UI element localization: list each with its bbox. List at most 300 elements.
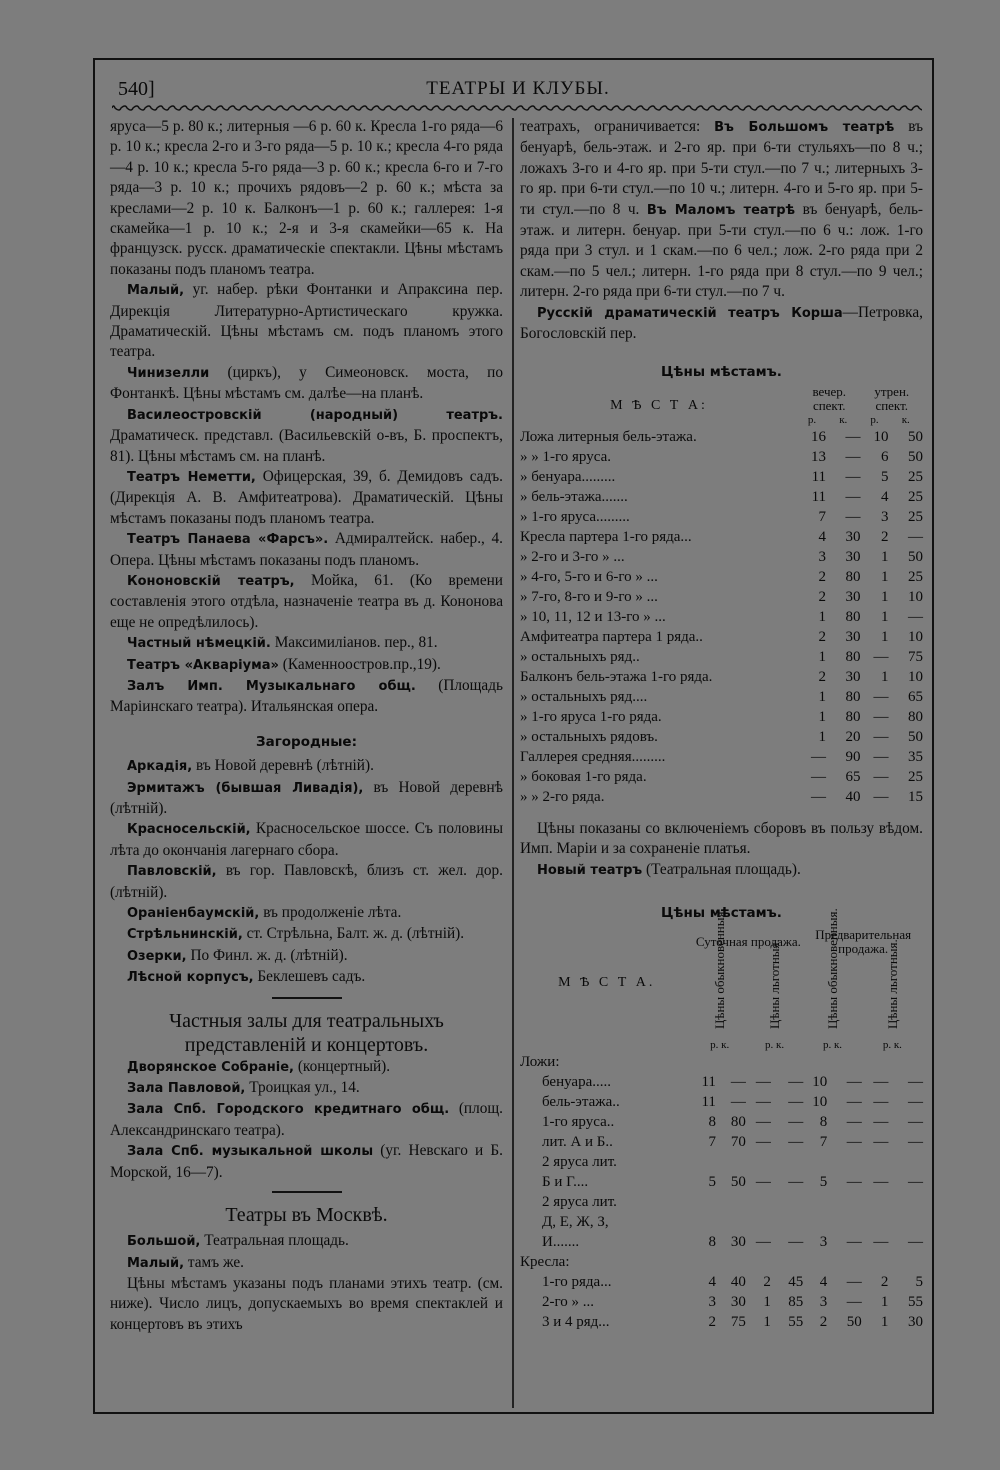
- theatre-entry: [110, 676, 503, 718]
- price-row: [520, 747, 923, 767]
- price-row: [520, 1192, 923, 1212]
- entry-text: Максимиліанов. пер., 81.: [274, 634, 438, 652]
- entry-name: Кононовскій театръ,: [127, 573, 295, 589]
- suburban-heading: Загородные:: [256, 733, 357, 750]
- price-cell: 1: [881, 668, 889, 685]
- price-cell: 50: [730, 1173, 746, 1190]
- price-cell: —: [846, 1293, 862, 1310]
- price-cell: [693, 1192, 715, 1212]
- price-cell: —: [908, 1113, 923, 1130]
- price-cell: [716, 1212, 746, 1232]
- price-cell: —: [788, 1133, 804, 1150]
- price-cell: 8: [708, 1113, 716, 1130]
- suburban-entry: [110, 756, 503, 777]
- price-cell: [746, 1152, 771, 1172]
- price-cell: 40: [730, 1273, 746, 1290]
- petersburg-theatres: [110, 280, 503, 718]
- price-cell: 11: [811, 468, 827, 485]
- entry-text: тамъ же.: [187, 1253, 244, 1271]
- price-cell: [827, 1152, 862, 1172]
- price-cell: 2: [818, 668, 827, 685]
- column-divider: [512, 118, 514, 1408]
- price-row: [520, 767, 923, 787]
- price-cell: 1: [818, 708, 827, 725]
- price-cell: 1: [763, 1313, 771, 1330]
- price-cell: 30: [845, 528, 861, 545]
- price-row: [520, 1292, 923, 1312]
- price-cell: 1: [881, 628, 889, 645]
- price-cell: 4: [818, 528, 827, 545]
- price-cell: 30: [845, 628, 861, 645]
- price-cell: [771, 1152, 803, 1172]
- price-cell: —: [846, 1093, 862, 1110]
- price-row: [520, 727, 923, 747]
- korsh-entry: Русскій драматическій театръ Корша—Петровка, Богословскій пер.: [520, 303, 923, 343]
- price-cell: —: [873, 1133, 889, 1150]
- moscow-heading: Театры въ Москвѣ.: [225, 1204, 388, 1227]
- entry-name: Дворянское Собраніе,: [127, 1059, 294, 1075]
- price-cell: —: [908, 608, 923, 625]
- price-cell: —: [788, 1093, 804, 1110]
- entry-name: Малый,: [127, 283, 185, 299]
- price-cell: —: [730, 1073, 746, 1090]
- price-cell: 50: [846, 1313, 862, 1330]
- entry-name: Василеостровскій (народный) театръ.: [127, 407, 503, 423]
- place-name: » 1-го яруса.........: [520, 508, 630, 525]
- price-cell: —: [730, 1093, 746, 1110]
- theatre-entry: [110, 655, 503, 676]
- price-cell: —: [908, 528, 923, 545]
- section-rule: [272, 1191, 342, 1193]
- suburban-entry: [110, 903, 503, 924]
- price-cell: 5: [915, 1273, 923, 1290]
- price-cell: 25: [908, 768, 923, 785]
- price-cell: 7: [819, 1133, 828, 1150]
- price-cell: 80: [845, 608, 861, 625]
- price-cell: 4: [819, 1273, 828, 1290]
- place-name: » » 1-го яруса.: [520, 448, 611, 465]
- price-row: [520, 507, 923, 527]
- entry-text: (площ. Александринскаго театра).: [110, 1100, 503, 1139]
- left-column: [110, 117, 503, 1335]
- price-cell: 50: [908, 728, 923, 745]
- price-cell: 10: [812, 1073, 828, 1090]
- price-row: [520, 1232, 923, 1252]
- place-name: Галлерея средняя.........: [520, 748, 666, 765]
- theatre-entry: [110, 405, 503, 467]
- price-cell: 70: [730, 1133, 746, 1150]
- place-name: 1-го яруса..: [542, 1113, 615, 1130]
- stalls-label: Кресла:: [520, 1253, 570, 1270]
- price-cell: 2: [763, 1273, 771, 1290]
- entry-name: Аркадія,: [127, 759, 193, 775]
- places-label: М Ѣ С Т А:: [610, 397, 708, 413]
- moscow-entry: [110, 1253, 503, 1274]
- place-name: » 10, 11, 12 и 13-го » ...: [520, 608, 666, 625]
- price-cell: 25: [908, 488, 923, 505]
- price-cell: —: [845, 488, 861, 505]
- price-cell: [862, 1152, 889, 1172]
- place-name: » остальныхъ ряд..: [520, 648, 640, 665]
- price-cell: —: [873, 1233, 889, 1250]
- suburban-entry: [110, 967, 503, 988]
- theatre-entry: [110, 467, 503, 529]
- place-name: Балконъ бель-этажа 1-го ряда.: [520, 668, 713, 685]
- price-cell: 1: [763, 1293, 771, 1310]
- place-name: » боковая 1-го ряда.: [520, 768, 647, 785]
- price-cell: —: [811, 748, 827, 765]
- price-cell: —: [846, 1133, 862, 1150]
- price-cell: —: [873, 788, 889, 805]
- price-cell: 2: [819, 1313, 828, 1330]
- entry-text: Беклешевъ садъ.: [257, 968, 366, 986]
- theatre-entry: [110, 280, 503, 363]
- price-cell: [771, 1212, 803, 1232]
- entry-name: Театръ «Акваріума»: [127, 657, 279, 673]
- price-row: [520, 487, 923, 507]
- place-name: » остальныхъ рядовъ.: [520, 728, 658, 745]
- prices-note: Цѣны показаны со включеніемъ сборовъ въ пользу вѣдом. Имп. Маріи и за сохраненіе платья.: [520, 819, 923, 858]
- price-cell: 30: [845, 548, 861, 565]
- price-cell: 2: [880, 1273, 889, 1290]
- suburban-theatres: [110, 756, 503, 988]
- price-cell: 50: [908, 428, 923, 445]
- bolshoi-name: Въ Большомъ театрѣ: [714, 120, 895, 135]
- entry-text: Драматическ. представл. (Васильевскій о-въ, Б. проспектъ, 81). Цѣны мѣстамъ см. на планѣ.: [110, 427, 503, 465]
- price-row: [520, 1212, 923, 1232]
- price-row: [520, 1072, 923, 1092]
- price-cell: 11: [701, 1093, 716, 1110]
- price-row: [520, 1312, 923, 1332]
- boxes-label: Ложи:: [520, 1053, 560, 1070]
- price-cell: —: [755, 1173, 771, 1190]
- price-row: [520, 1272, 923, 1292]
- price-cell: 80: [845, 648, 861, 665]
- price-cell: —: [846, 1173, 862, 1190]
- place-name: » 7-го, 8-го и 9-го » ...: [520, 588, 658, 605]
- place-name: » 4-го, 5-го и 6-го » ...: [520, 568, 658, 585]
- place-name: » » 2-го ряда.: [520, 788, 605, 805]
- concert-halls: [110, 1057, 503, 1183]
- price-row: [520, 1132, 923, 1152]
- price-row: [520, 587, 923, 607]
- price-row: [520, 427, 923, 447]
- wavy-rule: [112, 103, 922, 113]
- theatre-entry: [110, 633, 503, 654]
- price-cell: [888, 1192, 923, 1212]
- suburban-entry: [110, 778, 503, 820]
- price-cell: 2: [818, 588, 827, 605]
- price-cell: [746, 1192, 771, 1212]
- price-cell: [746, 1212, 771, 1232]
- price-cell: 1: [818, 648, 827, 665]
- price-cell: [693, 1212, 715, 1232]
- price-cell: —: [873, 768, 889, 785]
- place-name: бенуара.....: [542, 1073, 611, 1090]
- capacity-text: театрахъ, ограничивается: Въ Большомъ театрѣ въ бенуарѣ, бель-этаж. и 2-го яр. при 6-ти стульяхъ—по 8 ч.; ложахъ 3-го и 4-го яр. при 5-ти стул.—по 7 ч.; литерныхъ 3-го яр. при 6-ти стул.—по 10 ч.; литерн. 4-го и 5-го яр. при 5-ти стул.—по 8 ч. Въ Маломъ театрѣ въ бенуарѣ, бель-этаж. и литерн. бенуар. при 5-ти стул.—по 6 ч.: лож. 1-го ряда при 3 стул. и 1 скам.—по 6 чел.; лож. 2-го ряда при 2 скам.—по 5 чел.; литерн. 1-го ряда при 8 стул.—по 9 чел.; литерн. 2-го ряда при 6-ти стул.—по 7 ч.: [520, 118, 924, 301]
- price-row: [520, 1112, 923, 1132]
- price-cell: —: [908, 1133, 923, 1150]
- entry-text: (циркъ), у Симеоновск. моста, по Фонтанкѣ. Цѣны мѣстамъ см. далѣе—на планѣ.: [110, 363, 503, 403]
- price-cell: 25: [908, 468, 923, 485]
- price-cell: 50: [908, 548, 923, 565]
- place-name: 2 яруса лит.: [542, 1193, 617, 1210]
- place-name: бель-этажа..: [542, 1093, 620, 1110]
- entry-name: Озерки,: [127, 948, 187, 964]
- price-row: [520, 447, 923, 467]
- place-name: лит. А и Б..: [542, 1133, 613, 1150]
- theatre-entry: [110, 363, 503, 405]
- entry-name: Зала Павловой,: [127, 1081, 246, 1097]
- price-cell: —: [846, 1273, 862, 1290]
- prices-heading-1: Цѣны мѣстамъ.: [661, 364, 782, 381]
- entry-name: Частный нѣмецкій.: [127, 636, 271, 652]
- price-cell: 4: [881, 488, 889, 505]
- entry-text: уг. набер. рѣки Фонтанки и Апраксина пер. Дирекція Литературно-Артистическаго кружка. Драматическій. Цѣны мѣстамъ см. подъ планомъ этого театра.: [110, 281, 503, 361]
- price-cell: 55: [908, 1293, 923, 1310]
- price-cell: —: [755, 1093, 771, 1110]
- price-cell: 1: [881, 548, 889, 565]
- entry-name: Театръ Панаева «Фарсъ».: [127, 532, 329, 548]
- moscow-theatres: [110, 1231, 503, 1274]
- price-cell: 7: [708, 1133, 716, 1150]
- price-cell: —: [845, 428, 861, 445]
- price-cell: 30: [730, 1293, 746, 1310]
- price-cell: —: [755, 1133, 771, 1150]
- entry-text: Офицерская, 39, б. Демидовъ садъ. (Дирекція А. В. Амфитеатрова). Драматическій. Цѣны мѣстамъ показаны подъ планомъ театра.: [110, 467, 503, 527]
- price-cell: —: [873, 748, 889, 765]
- price-cell: —: [788, 1173, 804, 1190]
- hall-entry: [110, 1078, 503, 1099]
- price-cell: 10: [873, 428, 889, 445]
- price-cell: 80: [845, 708, 861, 725]
- entry-text: ст. Стрѣльна, Балт. ж. д. (лѣтній).: [246, 925, 465, 943]
- places-label-2: М Ѣ С Т А.: [558, 974, 656, 990]
- price-cell: 5: [819, 1173, 828, 1190]
- price-cell: 1: [818, 608, 827, 625]
- entry-text: Красносельское шоссе. Съ половины лѣта до окончанія лагернаго сбора.: [110, 820, 503, 859]
- place-name: 2 яруса лит.: [542, 1153, 617, 1170]
- price-row: [520, 467, 923, 487]
- suburban-entry: [110, 819, 503, 861]
- price-cell: 13: [811, 448, 827, 465]
- price-row: [520, 607, 923, 627]
- page-number: 540]: [118, 78, 155, 100]
- entry-name: Стрѣльнинскій,: [127, 927, 243, 943]
- hall-entry: [110, 1141, 503, 1183]
- halls-heading: Частныя залы для театральныхъ представленій и концертовъ.: [169, 1009, 444, 1056]
- price-cell: 30: [845, 588, 861, 605]
- entry-name: Павловскій,: [127, 864, 217, 880]
- price-cell: 8: [708, 1233, 716, 1250]
- price-cell: —: [788, 1233, 804, 1250]
- price-cell: [862, 1212, 889, 1232]
- price-cell: 80: [845, 688, 861, 705]
- price-cell: 65: [845, 768, 861, 785]
- price-cell: 55: [788, 1313, 804, 1330]
- price-cell: 15: [908, 788, 923, 805]
- prices-table-1: М Ѣ С Т А: вечер. спект. утрен. спект. р. к. р. к. Ложа литерныя бель-этажа. 16 — 10 50 » » 1-го яруса. 13 — 6 50 » бенуара......... 11 — 5 25 » бель-этажа....... 11 — 4 25 » 1-го яруса......... 7 — 3 25 Кресла партера 1-го ряда... 4 30 2 — » 2-го и 3-го » ... 3 30 1 50 » 4-го, 5-го и 6-го » ... 2 80 1 25 » 7-го, 8-го и 9-го » ... 2 30 1 10 » 10, 11, 12 и 13-го » ... 1 80 1 — Амфитеатра партера 1 ряда.. 2 30 1 10 » остальныхъ ряд.. 1 80 — 75 Балконъ бель-этажа 1-го ряда. 2 30 1 10 » остальныхъ ряд.... 1 80 — 65 » 1-го яруса 1-го ряда. 1 80 — 80 » остальныхъ рядовъ. 1 20 — 50 Галлерея средняя......... — 90 — 35 » боковая 1-го ряда. — 65 — 25 » » 2-го ряда. — 40 — 15: [520, 383, 923, 805]
- place-name: » остальныхъ ряд....: [520, 688, 648, 705]
- entry-name: Залъ Имп. Музыкальнаго общ.: [127, 678, 416, 694]
- price-cell: 10: [908, 588, 923, 605]
- price-cell: 2: [818, 628, 827, 645]
- reduced-price-header: Цѣны льготныя.: [884, 938, 900, 1029]
- entry-name: Театръ Неметти,: [127, 469, 256, 485]
- price-cell: [888, 1212, 923, 1232]
- entry-text: (Площадь Маріинскаго театра). Итальянская опера.: [110, 676, 503, 716]
- price-cell: 1: [880, 1293, 889, 1310]
- price-row: [520, 687, 923, 707]
- running-title: ТЕАТРЫ И КЛУБЫ.: [426, 78, 610, 99]
- price-cell: 25: [908, 508, 923, 525]
- entry-name: Малый,: [127, 1255, 185, 1271]
- reduced-price-header: Цѣны льготныя.: [767, 938, 783, 1029]
- theatre-entry: [110, 529, 503, 571]
- price-cell: 6: [881, 448, 889, 465]
- entry-text: (уг. Невскаго и Б. Морской, 16—7).: [110, 1142, 503, 1181]
- price-cell: —: [873, 1173, 889, 1190]
- price-cell: 85: [788, 1293, 804, 1310]
- price-cell: 3: [881, 508, 889, 525]
- price-cell: —: [873, 1113, 889, 1130]
- evening-header: вечер. спект.: [812, 383, 847, 413]
- morning-header: утрен. спект.: [874, 383, 910, 413]
- price-cell: —: [908, 1073, 923, 1090]
- entry-text: въ продолженіе лѣта.: [263, 904, 402, 922]
- prices-heading-2: Цѣны мѣстамъ.: [661, 905, 782, 922]
- price-cell: —: [846, 1073, 862, 1090]
- price-cell: —: [846, 1233, 862, 1250]
- price-cell: —: [788, 1073, 804, 1090]
- price-cell: [693, 1152, 715, 1172]
- entry-name: Красносельскій,: [127, 822, 251, 838]
- price-cell: 2: [881, 528, 889, 545]
- price-cell: —: [755, 1233, 771, 1250]
- price-cell: —: [755, 1073, 771, 1090]
- price-cell: 65: [908, 688, 923, 705]
- price-cell: 30: [908, 1313, 923, 1330]
- price-cell: 1: [881, 608, 889, 625]
- price-cell: [888, 1152, 923, 1172]
- theatre-entry: [110, 571, 503, 633]
- place-name: Б и Г....: [542, 1173, 589, 1190]
- price-cell: [862, 1192, 889, 1212]
- price-cell: —: [908, 1173, 923, 1190]
- price-cell: —: [873, 708, 889, 725]
- price-row: [520, 707, 923, 727]
- price-cell: [716, 1192, 746, 1212]
- maly-name: Въ Маломъ театрѣ: [646, 202, 796, 218]
- suburban-entry: [110, 924, 503, 945]
- moscow-entry: [110, 1231, 503, 1252]
- price-cell: 3: [819, 1293, 828, 1310]
- price-cell: —: [873, 648, 889, 665]
- price-cell: —: [873, 1093, 889, 1110]
- hall-entry: [110, 1099, 503, 1141]
- price-cell: [827, 1192, 862, 1212]
- new-theatre-entry: Новый театръ (Театральная площадь).: [537, 860, 801, 878]
- ordinary-price-header: Цѣны обыкновенныя.: [825, 907, 841, 1029]
- price-cell: 50: [908, 448, 923, 465]
- daily-sale-header: Суточная продажа.: [695, 933, 801, 949]
- price-cell: 75: [908, 648, 923, 665]
- place-name: Ложа литерныя бель-этажа.: [520, 428, 697, 445]
- entry-text: (концертный).: [297, 1057, 391, 1075]
- price-row: [520, 787, 923, 807]
- ordinary-price-header: Цѣны обыкновенныя.: [712, 907, 728, 1029]
- price-cell: —: [845, 508, 861, 525]
- price-cell: —: [873, 728, 889, 745]
- price-cell: 7: [818, 508, 827, 525]
- price-cell: —: [755, 1113, 771, 1130]
- price-cell: —: [845, 448, 861, 465]
- place-name: 2-го » ...: [542, 1293, 595, 1310]
- price-cell: —: [845, 468, 861, 485]
- price-cell: 1: [881, 568, 889, 585]
- price-cell: [803, 1212, 827, 1232]
- price-cell: 45: [788, 1273, 804, 1290]
- price-cell: —: [788, 1113, 804, 1130]
- suburban-entry: [110, 946, 503, 967]
- price-cell: —: [811, 768, 827, 785]
- price-cell: 30: [730, 1233, 746, 1250]
- price-row: [520, 1172, 923, 1192]
- price-cell: 10: [908, 668, 923, 685]
- entry-text: въ гор. Павловскѣ, близъ ст. жел. дор. (лѣтній).: [110, 862, 504, 901]
- price-cell: [803, 1192, 827, 1212]
- price-cell: 3: [819, 1233, 828, 1250]
- entry-name: Лѣсной корпусъ,: [127, 970, 254, 986]
- place-name: » 2-го и 3-го » ...: [520, 548, 625, 565]
- place-name: Кресла партера 1-го ряда...: [520, 528, 692, 545]
- price-cell: 80: [845, 568, 861, 585]
- entry-text: въ Новой деревнѣ (лѣтній).: [196, 757, 374, 775]
- price-cell: [827, 1212, 862, 1232]
- price-cell: [716, 1152, 746, 1172]
- moscow-text: Цѣны мѣстамъ указаны подъ планами этихъ театр. (см. ниже). Число лицъ, допускаемыхъ во время спектаклей и концертовъ въ этихъ: [110, 1274, 503, 1333]
- price-row: [520, 647, 923, 667]
- place-name: » бель-этажа.......: [520, 488, 628, 505]
- price-cell: 3: [708, 1293, 716, 1310]
- price-cell: 75: [730, 1313, 746, 1330]
- price-row: [520, 667, 923, 687]
- entry-text: Троицкая ул., 14.: [249, 1079, 360, 1097]
- price-row: [520, 1152, 923, 1172]
- price-cell: 80: [908, 708, 923, 725]
- price-cell: [803, 1152, 827, 1172]
- section-rule: [272, 997, 342, 999]
- place-name: Амфитеатра партера 1 ряда..: [520, 628, 703, 645]
- price-cell: 90: [845, 748, 861, 765]
- entry-name: Ораніенбаумскій,: [127, 906, 260, 922]
- price-cell: 11: [701, 1073, 716, 1090]
- price-cell: 5: [708, 1173, 716, 1190]
- place-name: И.......: [542, 1233, 580, 1250]
- price-row: [520, 567, 923, 587]
- entry-name: Чинизелли: [127, 365, 210, 381]
- price-cell: 10: [908, 628, 923, 645]
- prices-table-2: М Ѣ С Т А. Суточная продажа. Предварительная продажа. Цѣны обыкновенныя. Цѣны льготныя. Цѣны обыкновенныя. Цѣны льготныя. р. к. р. к. р. к. р. к. Ложи: бенуара..... 11 — — — 10 — — — бель-этажа.. 11 — — — 10 — — — 1-го яруса.. 8 80 — — 8 — — — лит. А и Б.. 7 70 — — 7 — — — 2 яруса лит. Б и Г.... 5 50 — — 5 — — — 2 яруса лит. Д, Е, Ж, З, И....... 8 30 — — 3 — — — Кресла: 1-го ряда... 4 40 2 45 4 — 2 5 2-го » ... 3 30 1 85 3 — 1 55 3 и 4 ряд... 2 75 1 55 2 50 1 30: [520, 907, 923, 1330]
- price-cell: —: [908, 1093, 923, 1110]
- price-cell: —: [846, 1113, 862, 1130]
- entry-name: Зала Спб. музыкальной школы: [127, 1144, 374, 1160]
- price-cell: 11: [811, 488, 827, 505]
- advance-sale-header: Предварительная продажа.: [815, 926, 912, 956]
- entry-name: Зала Спб. Городского кредитнаго общ.: [127, 1102, 450, 1118]
- price-row: [520, 627, 923, 647]
- right-column: [520, 117, 923, 1332]
